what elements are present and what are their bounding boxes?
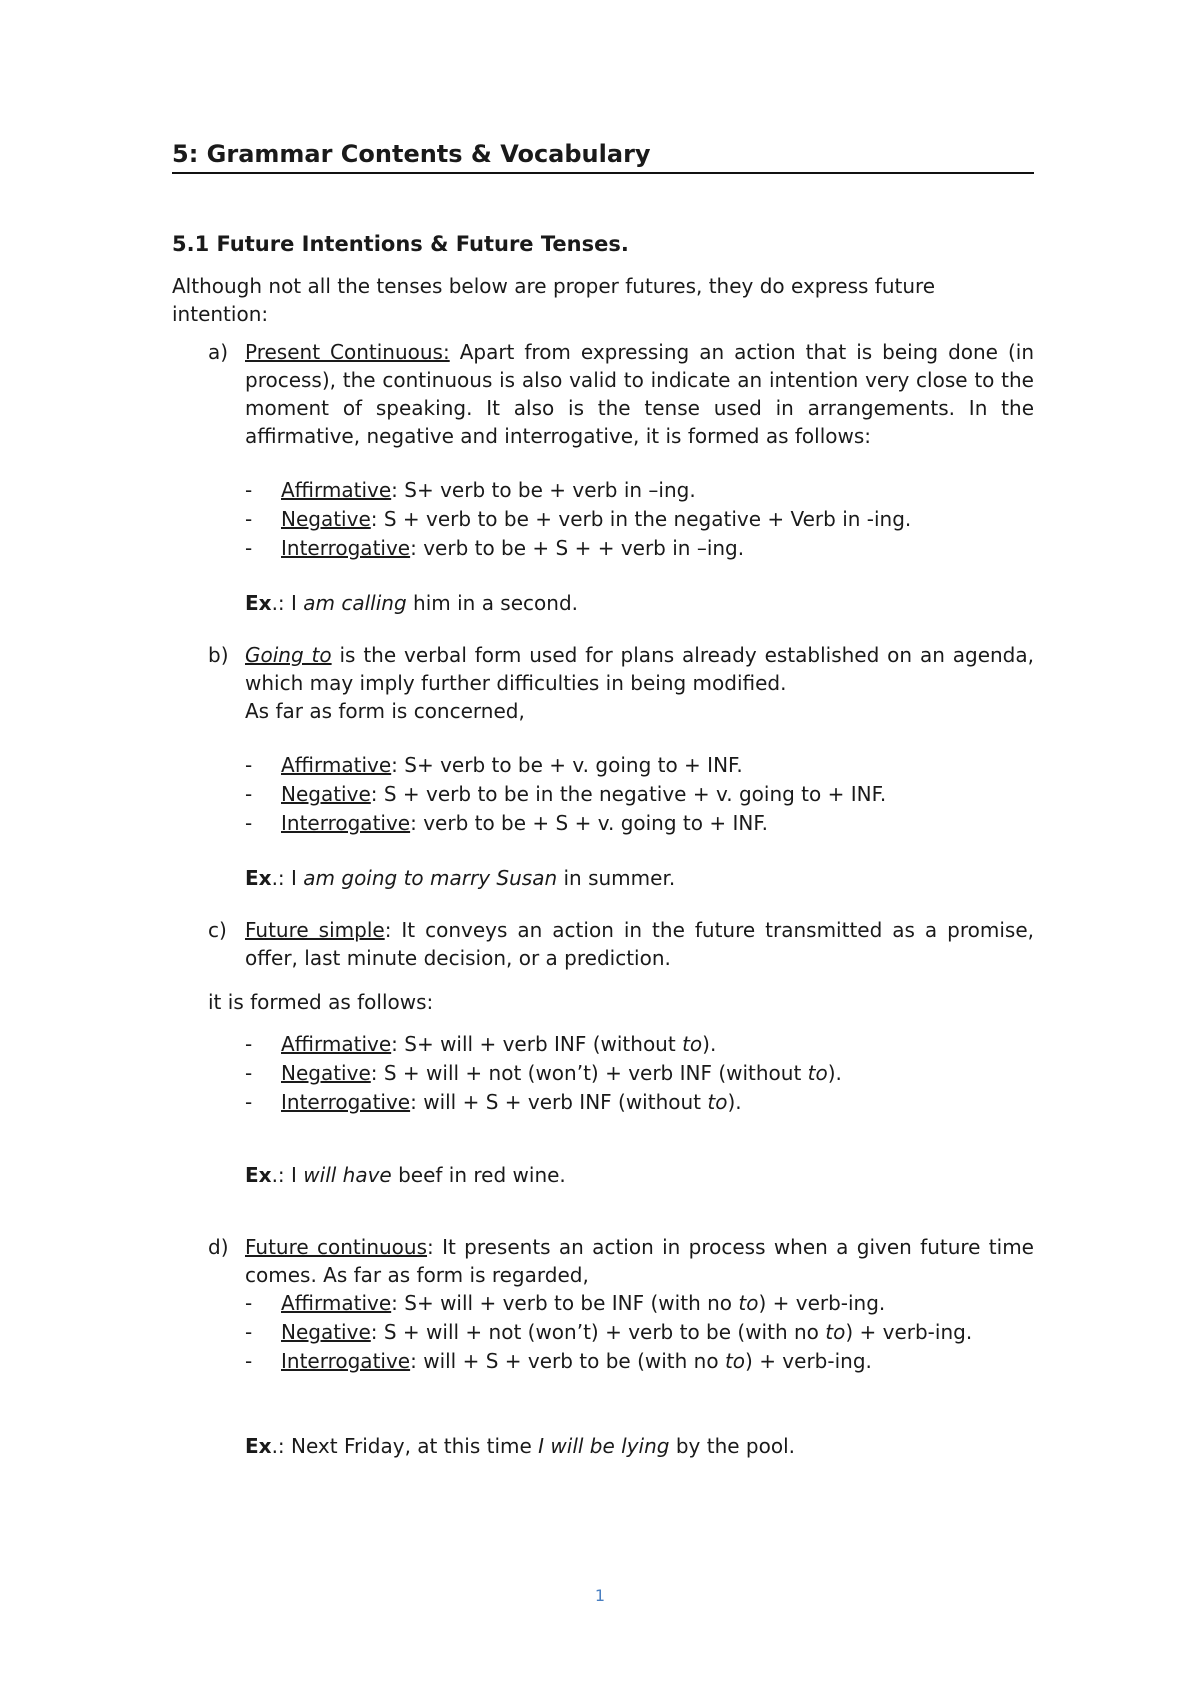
form-name: Interrogative — [281, 1349, 411, 1373]
list-item — [245, 1318, 1034, 1347]
form-name: Interrogative — [281, 811, 411, 835]
form-list — [245, 1030, 1034, 1117]
example-text: .: Next Friday, at this time — [271, 1434, 539, 1458]
example-sentence — [245, 1432, 1034, 1460]
item-term: Future continuous — [245, 1235, 428, 1259]
form-name: Affirmative — [281, 1032, 392, 1056]
form-rule: ) + verb-ing. — [758, 1291, 886, 1315]
example-text: by the pool. — [669, 1434, 795, 1458]
form-list — [245, 476, 1034, 563]
form-rule: : S + will + not (won’t) + verb to be (with no — [370, 1320, 826, 1344]
list-item — [245, 1289, 1034, 1318]
list-item — [245, 476, 1034, 505]
item-label: a) — [208, 340, 229, 364]
form-name: Negative — [281, 507, 371, 531]
example-label: Ex — [245, 591, 272, 615]
form-rule: : will + S + verb to be (with no — [410, 1349, 725, 1373]
form-rule: ). — [827, 1061, 842, 1085]
item-future-continuous — [172, 1233, 1034, 1460]
dash-bullet: - — [245, 811, 253, 835]
item-text: : It presents an action in process when a given future time comes. As far as form is regarded, — [245, 1235, 1034, 1287]
form-rule-italic: to — [825, 1320, 846, 1344]
form-rule-italic: to — [682, 1032, 703, 1056]
list-item — [245, 534, 1034, 563]
form-name: Affirmative — [281, 1291, 392, 1315]
item-label: c) — [208, 918, 227, 942]
example-italic: am calling — [303, 591, 407, 615]
list-item — [245, 809, 1034, 838]
form-rule: ). — [727, 1090, 742, 1114]
dash-bullet: - — [245, 1090, 253, 1114]
example-text: .: I — [271, 1163, 304, 1187]
section-title: 5.1 Future Intentions & Future Tenses. — [172, 232, 629, 256]
list-item — [245, 780, 1034, 809]
chapter-heading: 5: Grammar Contents & Vocabulary — [172, 138, 1034, 174]
dash-bullet: - — [245, 507, 253, 531]
form-rule-italic: to — [707, 1090, 728, 1114]
dash-bullet: - — [245, 1349, 253, 1373]
form-rule-italic: to — [807, 1061, 828, 1085]
example-sentence — [245, 589, 1034, 617]
dash-bullet: - — [245, 536, 253, 560]
item-text-continued: As far as form is concerned, — [245, 699, 525, 723]
form-rule: : S + verb to be + verb in the negative + Verb in -ing. — [370, 507, 912, 531]
form-list — [245, 1289, 1034, 1376]
form-rule: : will + S + verb INF (without — [410, 1090, 708, 1114]
item-description — [245, 641, 1034, 697]
list-item — [245, 505, 1034, 534]
form-name: Negative — [281, 1061, 371, 1085]
form-rule-italic: to — [724, 1349, 746, 1373]
example-italic: will have — [303, 1163, 392, 1187]
section-intro: Although not all the tenses below are proper futures, they do express future intention: — [172, 274, 936, 326]
page-number: 1 — [594, 1586, 606, 1605]
item-text: Apart from expressing an action that is being done (in process), the continuous is also valid to indicate an intention very close to the moment of speaking. It also is the tense used in arrangements. In the affirmative, negative and interrogative, it is formed as follows: — [245, 340, 1034, 448]
item-text: : It conveys an action in the future transmitted as a promise, offer, last minute decision, or a prediction. — [245, 918, 1034, 970]
dash-bullet: - — [245, 1032, 253, 1056]
item-future-simple — [172, 916, 1034, 972]
dash-bullet: - — [245, 753, 253, 777]
example-label: Ex — [245, 1434, 272, 1458]
example-label: Ex — [245, 1163, 272, 1187]
list-item — [245, 1347, 1034, 1376]
item-term: Future simple — [245, 918, 385, 942]
form-name: Affirmative — [281, 478, 392, 502]
example-text: beef in red wine. — [391, 1163, 566, 1187]
item-description — [245, 916, 1034, 972]
example-text: him in a second. — [406, 591, 578, 615]
item-term: Present Continuous: — [245, 340, 450, 364]
form-rule: : S+ will + verb INF (without — [391, 1032, 683, 1056]
formed-as-follows: it is formed as follows: — [208, 990, 434, 1014]
item-description — [245, 1233, 1034, 1289]
list-item — [245, 1059, 1034, 1088]
dash-bullet: - — [245, 1291, 253, 1315]
example-text: in summer. — [557, 866, 676, 890]
form-rule: ) + verb-ing. — [745, 1349, 872, 1373]
dash-bullet: - — [245, 1061, 253, 1085]
dash-bullet: - — [245, 1320, 253, 1344]
form-name: Negative — [281, 1320, 371, 1344]
dash-bullet: - — [245, 478, 253, 502]
form-rule: : S + will + not (won’t) + verb INF (without — [370, 1061, 808, 1085]
item-description — [245, 338, 1034, 450]
dash-bullet: - — [245, 782, 253, 806]
list-item — [245, 1030, 1034, 1059]
example-italic: I will be lying — [538, 1434, 670, 1458]
form-name: Interrogative — [281, 1090, 411, 1114]
item-label: d) — [208, 1235, 229, 1259]
form-name: Negative — [281, 782, 371, 806]
form-rule: : verb to be + S + + verb in –ing. — [410, 536, 745, 560]
form-rule: ) + verb-ing. — [845, 1320, 973, 1344]
form-list — [245, 751, 1034, 838]
item-term: Going to — [245, 643, 332, 667]
future-simple-forms — [172, 1030, 1034, 1189]
example-sentence — [245, 864, 1034, 892]
example-text: .: I — [271, 866, 304, 890]
item-text: is the verbal form used for plans already established on an agenda, which may imply further difficulties in being modified. — [245, 643, 1034, 695]
form-rule: : S+ verb to be + v. going to + INF. — [391, 753, 743, 777]
form-rule: : verb to be + S + v. going to + INF. — [410, 811, 768, 835]
list-item — [245, 1088, 1034, 1117]
form-name: Interrogative — [281, 536, 411, 560]
example-sentence — [245, 1161, 1034, 1189]
example-label: Ex — [245, 866, 272, 890]
form-rule-italic: to — [738, 1291, 759, 1315]
list-item — [245, 751, 1034, 780]
form-rule: : S+ verb to be + verb in –ing. — [391, 478, 696, 502]
form-name: Affirmative — [281, 753, 392, 777]
item-going-to — [172, 641, 1034, 892]
form-rule: ). — [702, 1032, 717, 1056]
example-text: .: I — [271, 591, 304, 615]
item-label: b) — [208, 643, 229, 667]
form-rule: : S+ will + verb to be INF (with no — [391, 1291, 739, 1315]
item-present-continuous — [172, 338, 1034, 617]
example-italic: am going to marry Susan — [303, 866, 558, 890]
form-rule: : S + verb to be in the negative + v. going to + INF. — [370, 782, 887, 806]
page-content — [172, 138, 1034, 1460]
